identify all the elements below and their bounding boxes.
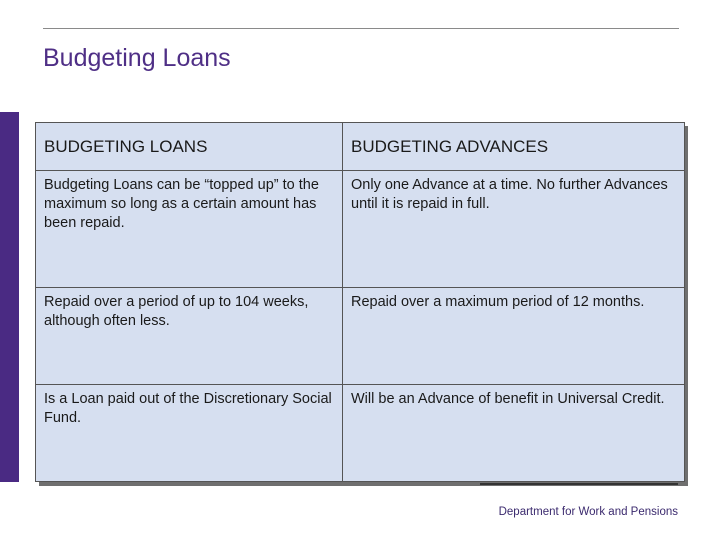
- accent-bar: [0, 112, 19, 482]
- top-divider: [43, 28, 679, 29]
- table-cell-advances: Will be an Advance of benefit in Universal Credit.: [343, 384, 685, 481]
- table-cell-loans: Repaid over a period of up to 104 weeks, although often less.: [36, 287, 343, 384]
- table-cell-loans: Is a Loan paid out of the Discretionary Social Fund.: [36, 384, 343, 481]
- header-budgeting-loans: BUDGETING LOANS: [36, 123, 343, 171]
- table-cell-advances: Repaid over a maximum period of 12 months.: [343, 287, 685, 384]
- table-row: [36, 384, 685, 481]
- page-title: Budgeting Loans: [43, 44, 231, 72]
- comparison-table: [35, 122, 685, 482]
- footer-divider: [480, 483, 678, 485]
- table-row: [36, 170, 685, 287]
- table-cell-loans: Budgeting Loans can be “topped up” to the maximum so long as a certain amount has been repaid.: [36, 170, 343, 287]
- footer-organization: Department for Work and Pensions: [498, 506, 678, 518]
- table-header-row: [36, 123, 685, 171]
- table-cell-advances: Only one Advance at a time. No further Advances until it is repaid in full.: [343, 170, 685, 287]
- header-budgeting-advances: BUDGETING ADVANCES: [343, 123, 685, 171]
- table-row: [36, 287, 685, 384]
